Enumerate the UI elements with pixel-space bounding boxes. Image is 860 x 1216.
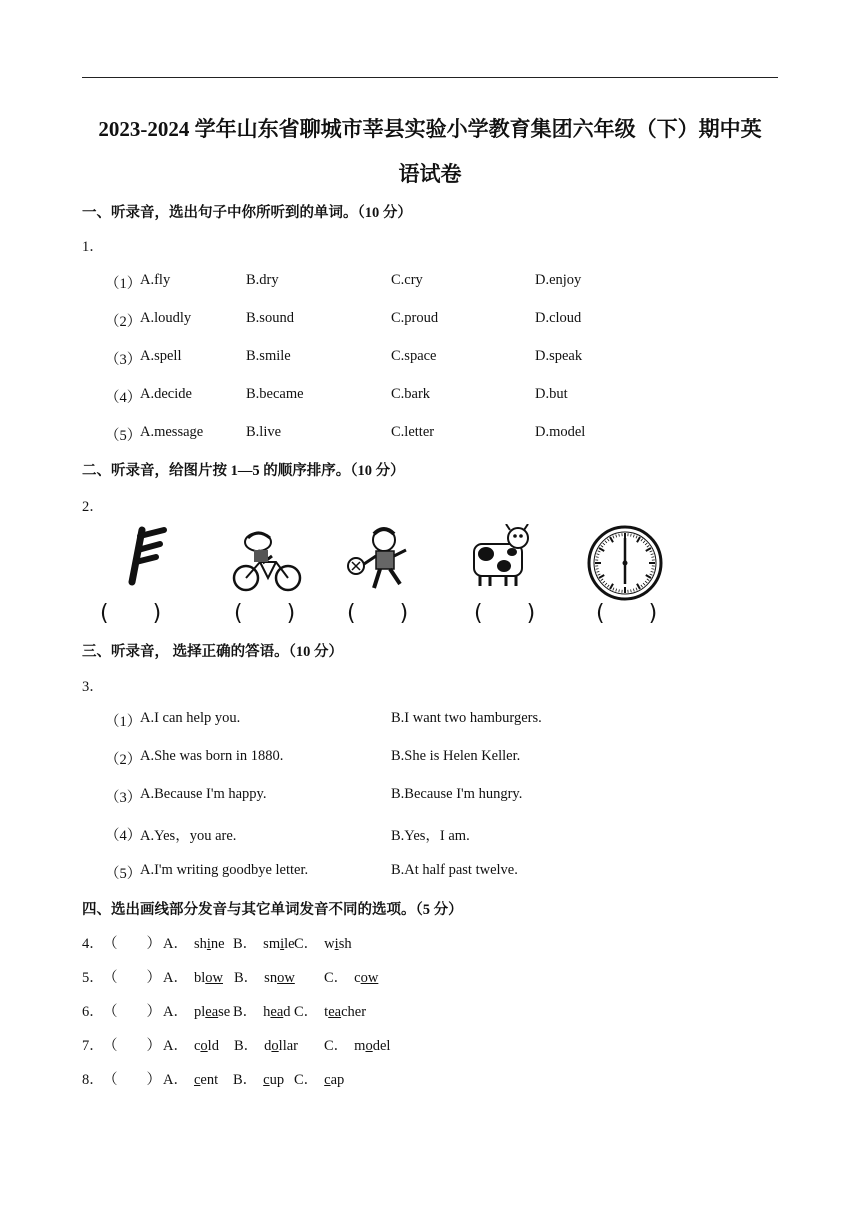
option-letter: A． bbox=[163, 1004, 188, 1020]
q3-option-a[interactable]: A.She was born in 1880. bbox=[140, 748, 284, 764]
q1-option-n: （5） bbox=[105, 428, 142, 444]
q3-option-b[interactable]: B.I want two hamburgers. bbox=[391, 710, 542, 726]
option-letter: B． bbox=[234, 970, 259, 986]
word-suffix: le bbox=[284, 936, 295, 952]
q1-option-c[interactable]: C.bark bbox=[391, 386, 431, 402]
q4-option-c[interactable] bbox=[324, 1034, 390, 1055]
word-prefix: sn bbox=[264, 970, 278, 986]
q3-option-n: （3） bbox=[105, 790, 142, 806]
q3-option-n: （5） bbox=[105, 866, 142, 882]
section-2-heading: 二、听录音，给图片按 1—5 的顺序排序。（10 分） bbox=[82, 463, 405, 479]
q1-option-a[interactable]: A.spell bbox=[140, 348, 182, 364]
q3-option-n: （4） bbox=[105, 828, 142, 844]
q3-option-b[interactable]: B.Because I'm hungry. bbox=[391, 786, 523, 802]
word-prefix: h bbox=[263, 1004, 271, 1020]
q1-option-n: （3） bbox=[105, 352, 142, 368]
option-letter: A． bbox=[163, 970, 188, 986]
option-letter: B． bbox=[233, 1072, 258, 1088]
q3-option-a[interactable]: A.I'm writing goodbye letter. bbox=[140, 862, 309, 878]
option-letter: C． bbox=[324, 970, 349, 986]
q4-answer-blank[interactable]: （ ） bbox=[103, 1072, 161, 1088]
underlined-part: o bbox=[365, 1038, 373, 1054]
question-2-number: 2． bbox=[82, 499, 104, 515]
q1-option-d[interactable]: D.enjoy bbox=[535, 272, 582, 288]
word-suffix: up bbox=[269, 1072, 285, 1088]
q4-option-b[interactable] bbox=[233, 1068, 284, 1089]
word-prefix: bl bbox=[193, 970, 206, 986]
word-suffix: ap bbox=[330, 1072, 345, 1088]
word-prefix: sm bbox=[263, 936, 281, 952]
q1-option-a[interactable]: A.message bbox=[140, 424, 204, 440]
word-prefix: w bbox=[324, 936, 335, 952]
letter-f-icon bbox=[120, 526, 176, 586]
underlined-part: o bbox=[271, 1038, 279, 1054]
q1-option-c[interactable]: C.space bbox=[391, 348, 437, 364]
q4-option-c[interactable] bbox=[294, 932, 352, 953]
q1-option-b[interactable]: B.dry bbox=[246, 272, 279, 288]
q1-option-d[interactable]: D.model bbox=[535, 424, 586, 440]
q1-option-n: （1） bbox=[105, 276, 142, 292]
q1-option-c[interactable]: C.letter bbox=[391, 424, 435, 440]
word-prefix: m bbox=[354, 1038, 366, 1054]
q3-option-b[interactable]: B.She is Helen Keller. bbox=[391, 748, 521, 764]
q1-option-b[interactable]: B.sound bbox=[246, 310, 294, 326]
q1-option-b[interactable]: B.became bbox=[246, 386, 304, 402]
q4-item-number: 7． bbox=[82, 1038, 104, 1054]
picture-5-answer-blank[interactable]: ( ) bbox=[596, 601, 658, 626]
q4-item-number: 5． bbox=[82, 970, 104, 986]
q1-option-a[interactable]: A.loudly bbox=[140, 310, 192, 326]
picture-2-answer-blank[interactable]: ( ) bbox=[234, 601, 296, 626]
option-letter: B． bbox=[233, 1004, 258, 1020]
word-prefix: t bbox=[324, 1004, 329, 1020]
picture-3-answer-blank[interactable]: ( ) bbox=[347, 601, 409, 626]
word-suffix: d bbox=[283, 1004, 291, 1020]
q4-item-number: 6． bbox=[82, 1004, 104, 1020]
q3-option-n: （2） bbox=[105, 752, 142, 768]
q1-option-d[interactable]: D.cloud bbox=[535, 310, 582, 326]
q1-option-a[interactable]: A.decide bbox=[140, 386, 192, 402]
q3-option-a[interactable]: A.I can help you. bbox=[140, 710, 241, 726]
top-rule bbox=[82, 77, 778, 78]
section-4-heading: 四、选出画线部分发音与其它单词发音不同的选项。（5 分） bbox=[82, 902, 463, 918]
cyclist-icon bbox=[228, 528, 306, 594]
underlined-part: i bbox=[334, 936, 339, 952]
boy-kicking-ball-icon bbox=[344, 526, 416, 594]
word-prefix: d bbox=[264, 1038, 272, 1054]
q3-option-b[interactable]: B.Yes，I am. bbox=[391, 828, 470, 844]
q4-option-a[interactable] bbox=[163, 932, 225, 953]
q4-answer-blank[interactable]: （ ） bbox=[103, 936, 161, 952]
underlined-part: c bbox=[193, 1072, 201, 1088]
section-3-heading: 三、听录音， 选择正确的答语。（10 分） bbox=[82, 644, 343, 660]
picture-1-answer-blank[interactable]: ( ) bbox=[100, 601, 162, 626]
q4-option-c[interactable] bbox=[294, 1000, 366, 1021]
option-letter: C． bbox=[294, 936, 319, 952]
word-suffix: del bbox=[372, 1038, 391, 1054]
q4-option-b[interactable] bbox=[233, 1000, 291, 1021]
underlined-part: ow bbox=[205, 970, 223, 986]
option-letter: A． bbox=[163, 1072, 188, 1088]
word-suffix: ent bbox=[200, 1072, 219, 1088]
q4-answer-blank[interactable]: （ ） bbox=[103, 970, 161, 986]
underlined-part: o bbox=[200, 1038, 208, 1054]
q4-answer-blank[interactable]: （ ） bbox=[103, 1004, 161, 1020]
q1-option-c[interactable]: C.cry bbox=[391, 272, 423, 288]
option-letter: A． bbox=[163, 936, 188, 952]
underlined-part: ow bbox=[360, 970, 379, 986]
q1-option-n: （2） bbox=[105, 314, 142, 330]
q3-option-a[interactable]: A.Because I'm happy. bbox=[140, 786, 267, 802]
underlined-part: ow bbox=[277, 970, 295, 986]
q4-item-number: 4． bbox=[82, 936, 104, 952]
underlined-part: i bbox=[206, 936, 211, 952]
word-suffix: se bbox=[218, 1004, 231, 1020]
question-1-number: 1． bbox=[82, 239, 104, 255]
word-prefix: sh bbox=[193, 936, 207, 952]
word-suffix: ne bbox=[210, 936, 225, 952]
underlined-part: ea bbox=[328, 1004, 342, 1020]
word-suffix: ld bbox=[207, 1038, 219, 1054]
q1-option-b[interactable]: B.live bbox=[246, 424, 282, 440]
q1-option-n: （4） bbox=[105, 390, 142, 406]
underlined-part: c bbox=[263, 1072, 270, 1088]
q4-option-a[interactable] bbox=[163, 1034, 219, 1055]
q4-option-b[interactable] bbox=[233, 932, 295, 953]
q4-option-c[interactable] bbox=[294, 1068, 344, 1089]
clock-icon bbox=[586, 524, 664, 602]
q1-option-d[interactable]: D.but bbox=[535, 386, 568, 402]
word-suffix: llar bbox=[278, 1038, 298, 1054]
q1-option-a[interactable]: A.fly bbox=[140, 272, 171, 288]
picture-4-answer-blank[interactable]: ( ) bbox=[474, 601, 536, 626]
picture-row bbox=[0, 520, 860, 630]
q4-option-b[interactable] bbox=[234, 966, 295, 987]
q3-option-n: （1） bbox=[105, 714, 142, 730]
exam-title-line1: 2023-2024 学年山东省聊城市莘县实验小学教育集团六年级（下）期中英 bbox=[98, 117, 762, 141]
exam-title-line2: 语试卷 bbox=[398, 162, 462, 186]
q4-option-a[interactable] bbox=[163, 966, 223, 987]
cow-icon bbox=[468, 524, 532, 590]
word-prefix: c bbox=[193, 1038, 201, 1054]
q4-option-a[interactable] bbox=[163, 1000, 230, 1021]
section-1-heading: 一、听录音，选出句子中你所听到的单词。（10 分） bbox=[82, 205, 412, 221]
q4-option-a[interactable] bbox=[163, 1068, 218, 1089]
word-prefix: c bbox=[354, 970, 361, 986]
option-letter: B． bbox=[234, 1038, 259, 1054]
q1-option-d[interactable]: D.speak bbox=[535, 348, 583, 364]
option-letter: B． bbox=[233, 936, 258, 952]
word-suffix: sh bbox=[338, 936, 352, 952]
option-letter: A． bbox=[163, 1038, 188, 1054]
q4-item-number: 8． bbox=[82, 1072, 104, 1088]
q3-option-a[interactable]: A.Yes，you are. bbox=[140, 828, 237, 844]
underlined-part: ea bbox=[205, 1004, 219, 1020]
underlined-part: c bbox=[324, 1072, 331, 1088]
underlined-part: ea bbox=[270, 1004, 284, 1020]
q3-option-b[interactable]: B.At half past twelve. bbox=[391, 862, 518, 878]
q4-answer-blank[interactable]: （ ） bbox=[103, 1038, 161, 1054]
q4-option-b[interactable] bbox=[234, 1034, 298, 1055]
option-letter: C． bbox=[294, 1004, 319, 1020]
option-letter: C． bbox=[324, 1038, 349, 1054]
option-letter: C． bbox=[294, 1072, 319, 1088]
underlined-part: i bbox=[280, 936, 285, 952]
word-prefix: pl bbox=[193, 1004, 206, 1020]
word-suffix: cher bbox=[341, 1004, 367, 1020]
question-3-number: 3． bbox=[82, 679, 104, 695]
q4-option-c[interactable] bbox=[324, 966, 378, 987]
q1-option-c[interactable]: C.proud bbox=[391, 310, 439, 326]
q1-option-b[interactable]: B.smile bbox=[246, 348, 291, 364]
